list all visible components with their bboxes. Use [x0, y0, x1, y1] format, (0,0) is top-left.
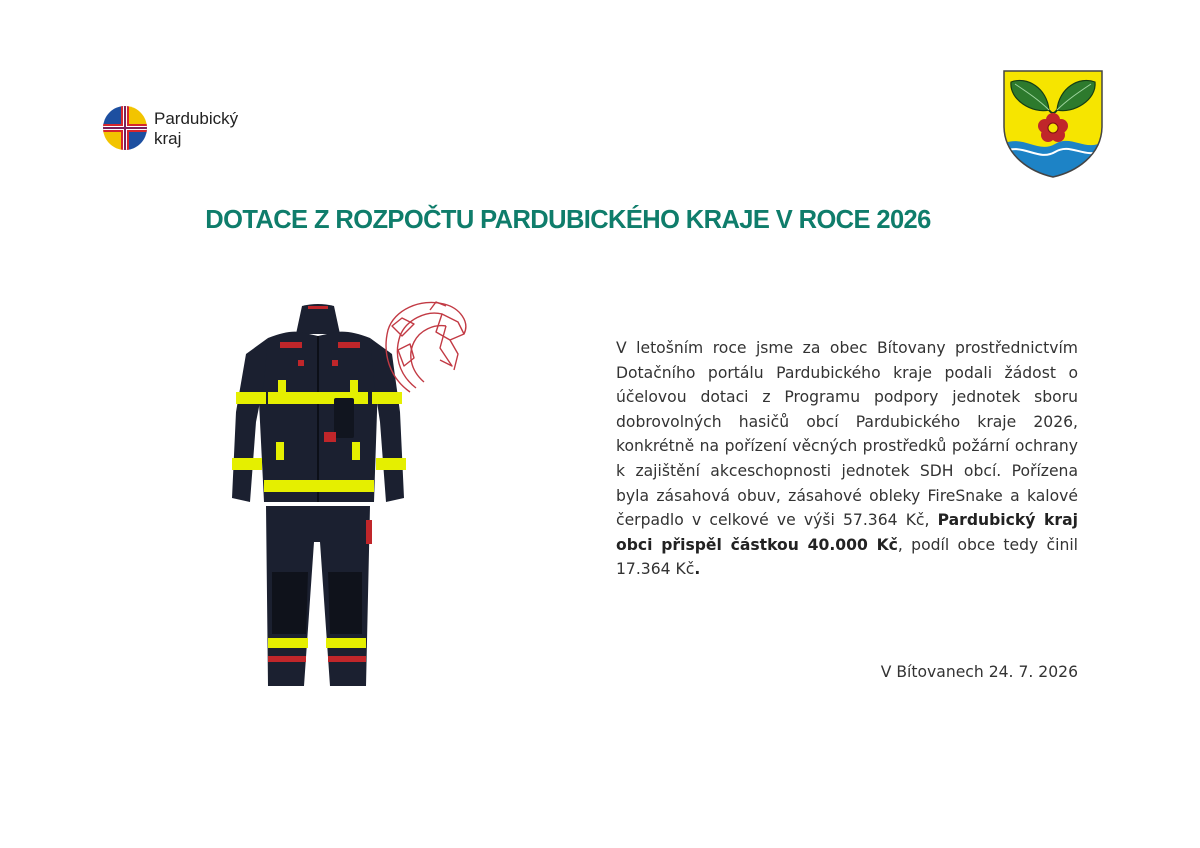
pardubicky-kraj-emblem-icon — [102, 105, 148, 151]
article-text-end: . — [694, 560, 701, 579]
region-logo-text: Pardubický kraj — [154, 109, 239, 148]
place-and-date: V Bítovanech 24. 7. 2026 — [880, 663, 1078, 681]
page-title: DOTACE Z ROZPOČTU PARDUBICKÉHO KRAJE V ROCE 2026 — [205, 206, 931, 234]
pardubicky-kraj-logo — [102, 105, 262, 155]
article-text-bold: Pardubický kraj obci přispěl částkou 40.000 Kč — [616, 511, 1078, 554]
article-text-part2: , podíl obce tedy činil 17.364 Kč — [616, 535, 1079, 579]
firesnake-snake-logo — [380, 296, 472, 396]
article-body — [616, 336, 1078, 582]
bitovany-coat-of-arms — [1003, 70, 1103, 178]
article-text-part1: V letošním roce jsme za obec Bítovany prostřednictvím Dotačního portálu Pardubického kraje podali žádost o účelovou dotaci z Programu podpory jednotek sboru dobrovolných hasičů obcí Pardubického kraje 2026, konkrétně na pořízení věcných prostředků požární ochrany k zajištění akceschopnosti jednotek SDH obcí. Pořízena byla zásahová obuv, zásahové obleky FireSnake a kalové čerpadlo v celkové ve výši 57.364 Kč, — [616, 339, 1078, 530]
